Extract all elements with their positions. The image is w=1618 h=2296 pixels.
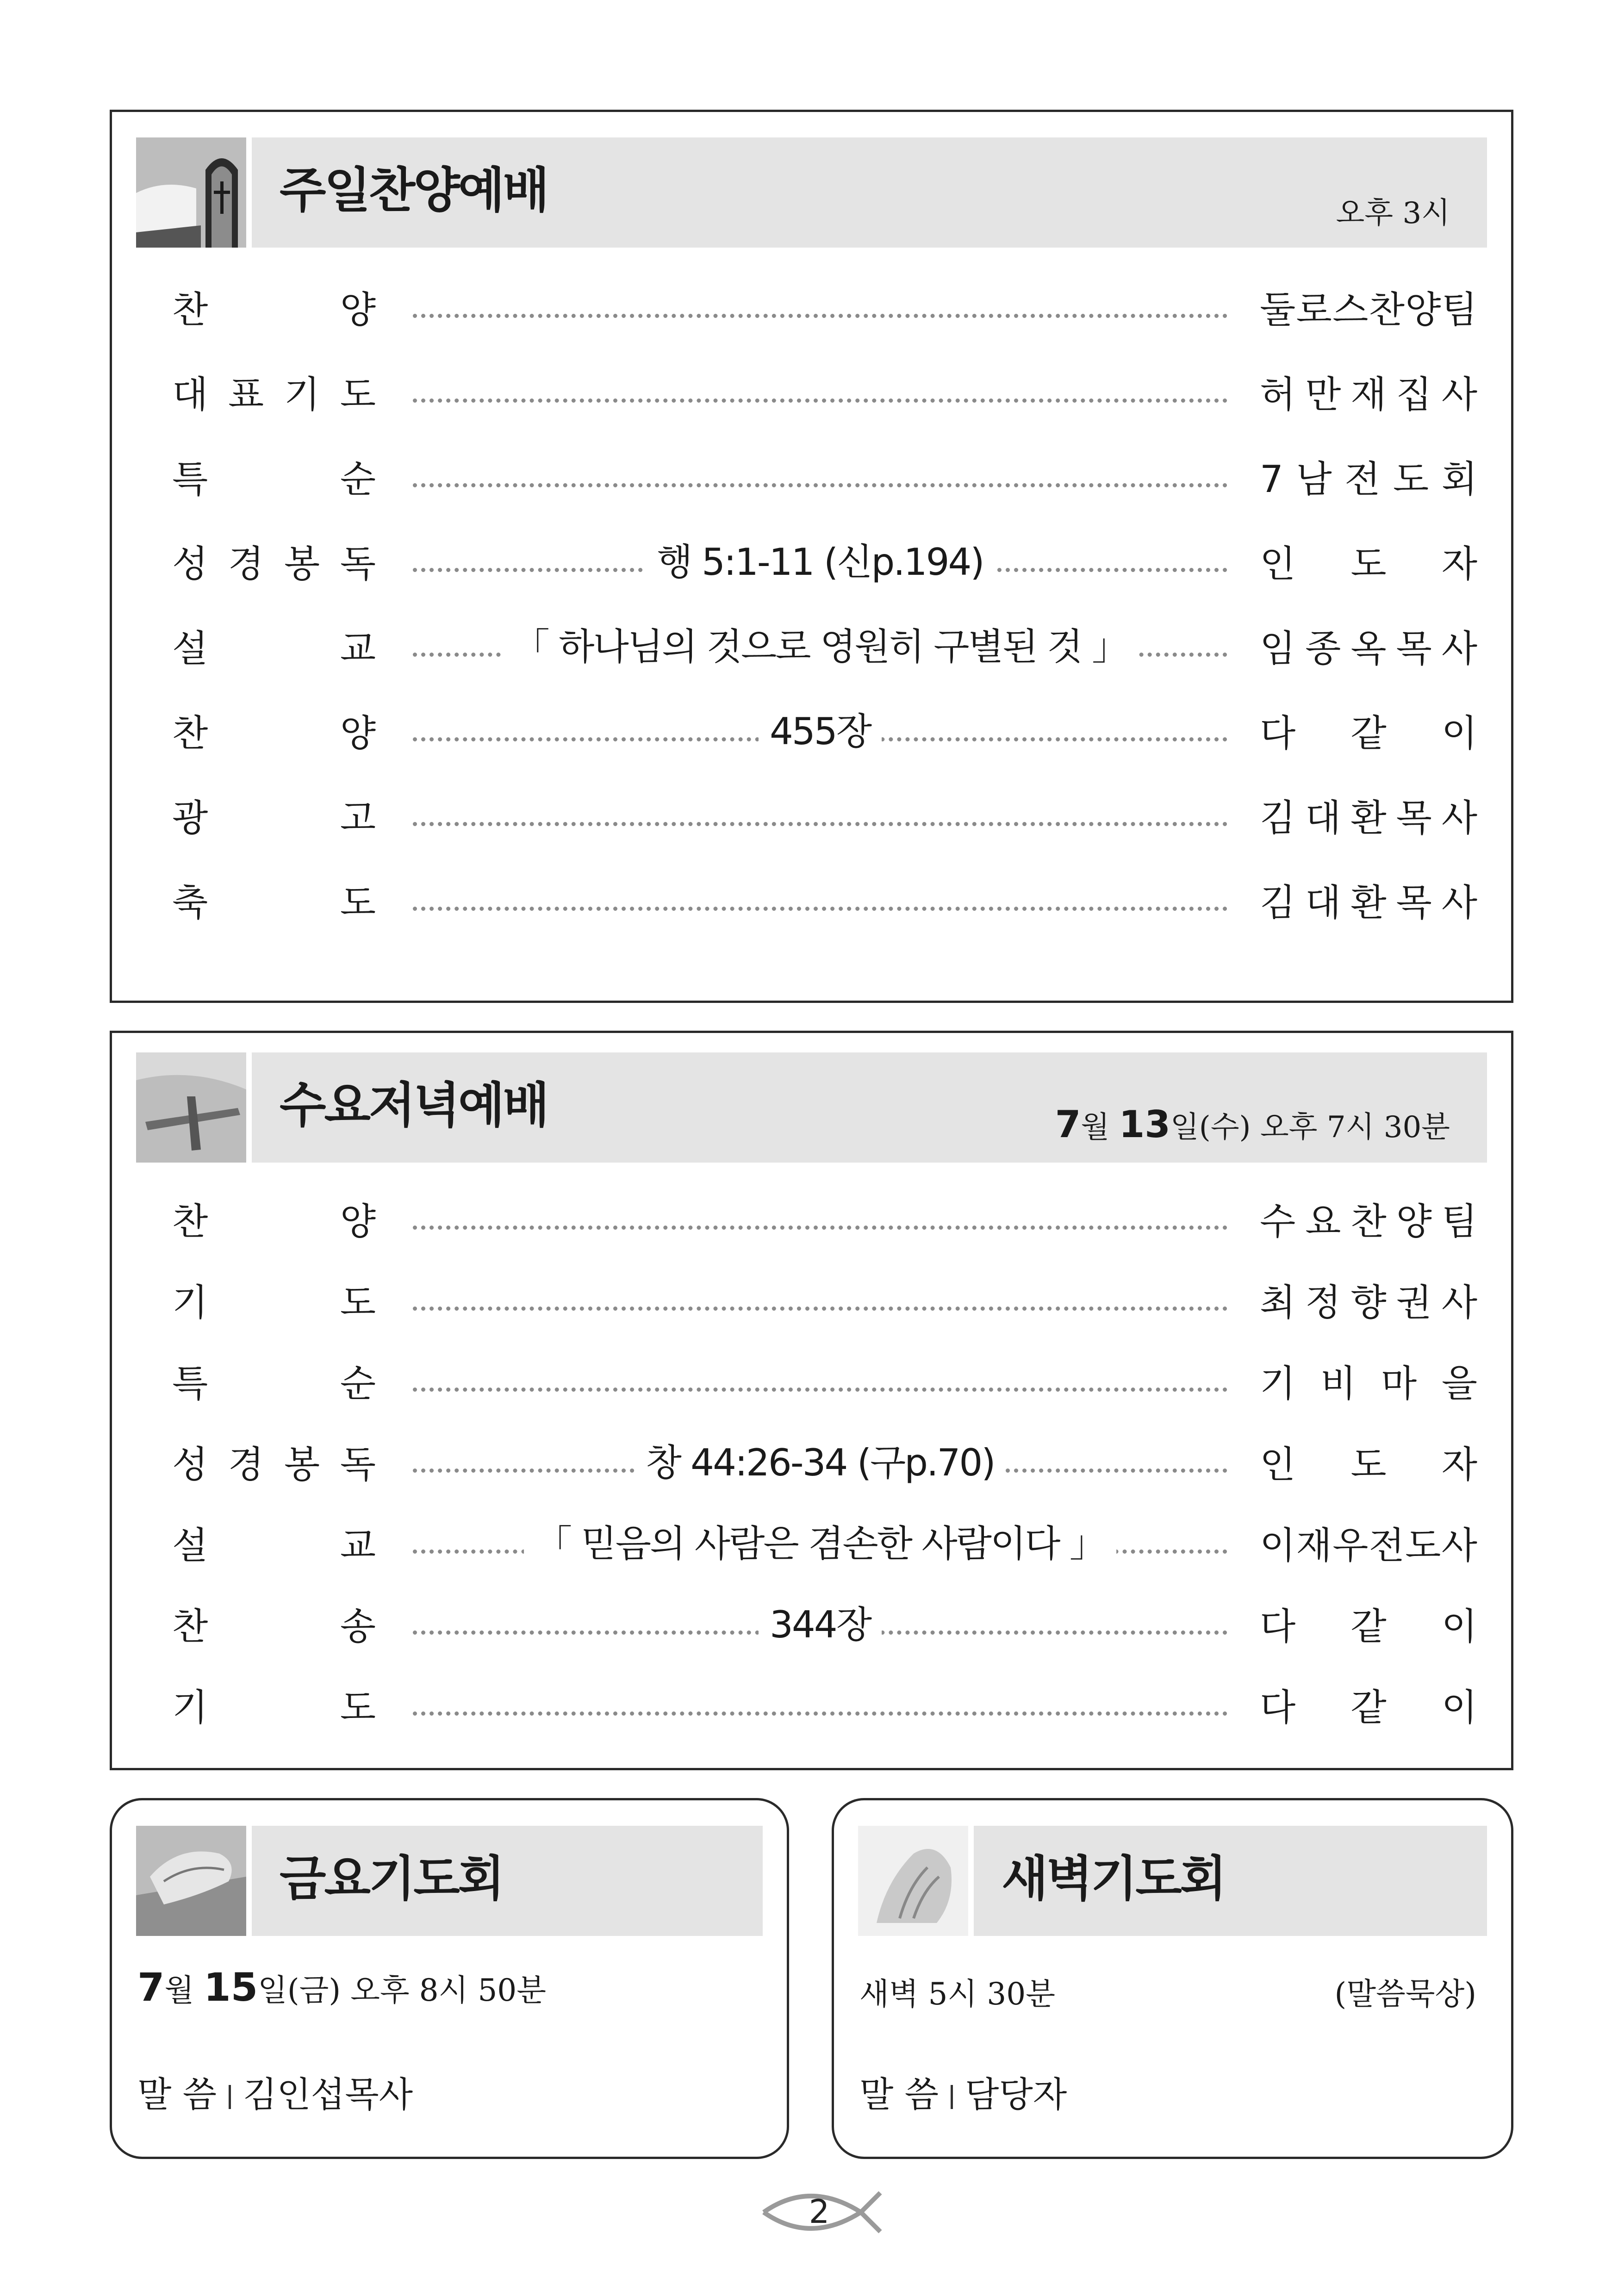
program-item-person: 이 재 우 전 도 사 xyxy=(1260,1524,1477,1567)
program-row xyxy=(112,1357,1511,1417)
program-row xyxy=(112,622,1511,682)
dawn-title-bar xyxy=(974,1826,1487,1936)
program-item-person: 최 정 향 권 사 xyxy=(1260,1281,1477,1324)
praying-hands-image xyxy=(136,1826,246,1936)
program-item-person: 다 같 이 xyxy=(1260,1686,1477,1729)
program-item-label: 기 도 xyxy=(172,1686,376,1729)
program-item-person: 다 같 이 xyxy=(1260,712,1477,755)
program-row xyxy=(112,1519,1511,1579)
page-number: 2 xyxy=(809,2193,830,2231)
program-item-person: 둘 로 스 찬 양 팀 xyxy=(1260,288,1477,331)
friday-speaker: 김인섭목사 xyxy=(243,2074,413,2115)
program-item-label: 축 도 xyxy=(172,881,376,924)
program-item-person: 기 비 마 을 xyxy=(1260,1362,1477,1405)
page-number-fish xyxy=(759,2184,884,2240)
program-item-person: 인 도 자 xyxy=(1260,1443,1477,1486)
program-item-detail: 창 44:26-34 (구p.70) xyxy=(635,1441,1005,1485)
program-item-label: 찬 송 xyxy=(172,1605,376,1648)
program-item-label: 성 경 봉 독 xyxy=(172,542,376,585)
program-item-label: 특 순 xyxy=(172,1362,376,1405)
program-row xyxy=(112,707,1511,767)
program-item-label: 설 교 xyxy=(172,1524,376,1567)
sunday-title: 주일찬양예배 xyxy=(280,162,548,218)
program-item-label: 특 순 xyxy=(172,458,376,501)
dotted-leader xyxy=(413,314,1227,318)
wednesday-header xyxy=(136,1052,1487,1163)
dotted-leader xyxy=(413,483,1227,487)
program-row xyxy=(112,537,1511,597)
program-item-person: 인 도 자 xyxy=(1260,542,1477,585)
program-row xyxy=(112,1276,1511,1336)
sunday-service-box xyxy=(110,110,1513,1003)
program-row xyxy=(112,1195,1511,1255)
dawn-prayer-box xyxy=(832,1798,1513,2159)
program-item-detail: 455장 xyxy=(759,709,882,754)
friday-speaker-label: 말 씀 xyxy=(137,2074,217,2115)
program-item-person: 임 종 옥 목 사 xyxy=(1260,627,1477,670)
wednesday-title: 수요저녁예배 xyxy=(280,1077,548,1133)
folded-hands-image xyxy=(858,1826,968,1936)
program-item-person: 김 대 환 목 사 xyxy=(1260,796,1477,840)
program-row xyxy=(112,283,1511,343)
program-item-label: 성 경 봉 독 xyxy=(172,1443,376,1486)
program-item-label: 찬 양 xyxy=(172,712,376,755)
program-row xyxy=(112,368,1511,428)
dawn-speaker-line xyxy=(859,2066,1067,2117)
friday-title-bar xyxy=(252,1826,763,1936)
dawn-title: 새벽기도회 xyxy=(1002,1850,1225,1907)
dawn-speaker-label: 말 씀 xyxy=(859,2074,939,2115)
program-item-label: 찬 양 xyxy=(172,288,376,331)
program-item-person: 7 남 전 도 회 xyxy=(1260,458,1477,501)
program-item-detail: 행 5:1-11 (신p.194) xyxy=(646,540,994,585)
dotted-leader xyxy=(413,1307,1227,1311)
program-item-person: 다 같 이 xyxy=(1260,1605,1477,1648)
program-item-person: 허 만 재 집 사 xyxy=(1260,373,1477,416)
dotted-leader xyxy=(413,1388,1227,1392)
program-row xyxy=(112,453,1511,513)
sunday-header xyxy=(136,137,1487,248)
divider xyxy=(951,2085,953,2109)
program-item-label: 대 표 기 도 xyxy=(172,373,376,416)
program-item-person: 수 요 찬 양 팀 xyxy=(1260,1200,1477,1243)
program-item-label: 찬 양 xyxy=(172,1200,376,1243)
dotted-leader xyxy=(413,1226,1227,1230)
friday-date: 7월 15일(금) 오후 8시 50분 xyxy=(137,1965,547,2010)
dawn-speaker: 담당자 xyxy=(965,2074,1067,2115)
wednesday-title-bar xyxy=(252,1052,1487,1163)
program-row xyxy=(112,791,1511,852)
program-item-person: 김 대 환 목 사 xyxy=(1260,881,1477,924)
sunday-time: 오후 3시 xyxy=(1336,196,1450,230)
friday-prayer-box xyxy=(110,1798,789,2159)
dotted-leader xyxy=(413,822,1227,826)
divider xyxy=(229,2085,231,2109)
program-item-detail: 「 하나님의 것으로 영원히 구별된 것 」 xyxy=(502,625,1139,669)
wednesday-service-box xyxy=(110,1031,1513,1770)
dawn-header xyxy=(858,1826,1487,1936)
dotted-leader xyxy=(413,398,1227,403)
dawn-note: (말씀묵상) xyxy=(1334,1976,1476,2012)
program-item-label: 설 교 xyxy=(172,627,376,670)
friday-header xyxy=(136,1826,763,1936)
dotted-leader xyxy=(413,1711,1227,1716)
program-row xyxy=(112,1600,1511,1660)
program-item-label: 기 도 xyxy=(172,1281,376,1324)
program-row xyxy=(112,1438,1511,1498)
friday-speaker-line xyxy=(137,2066,413,2117)
dotted-leader xyxy=(413,907,1227,911)
wednesday-time: 7월 13일(수) 오후 7시 30분 xyxy=(1055,1103,1450,1146)
bible-cross-image xyxy=(136,1052,246,1163)
sunday-title-bar xyxy=(252,137,1487,248)
dawn-time: 새벽 5시 30분 xyxy=(859,1976,1055,2012)
program-row xyxy=(112,876,1511,936)
program-item-detail: 344장 xyxy=(759,1603,882,1647)
friday-title: 금요기도회 xyxy=(280,1850,503,1907)
bible-window-image xyxy=(136,137,246,248)
program-item-detail: 「 믿음의 사람은 겸손한 사람이다 」 xyxy=(524,1522,1116,1566)
program-item-label: 광 고 xyxy=(172,796,376,840)
program-row xyxy=(112,1681,1511,1741)
